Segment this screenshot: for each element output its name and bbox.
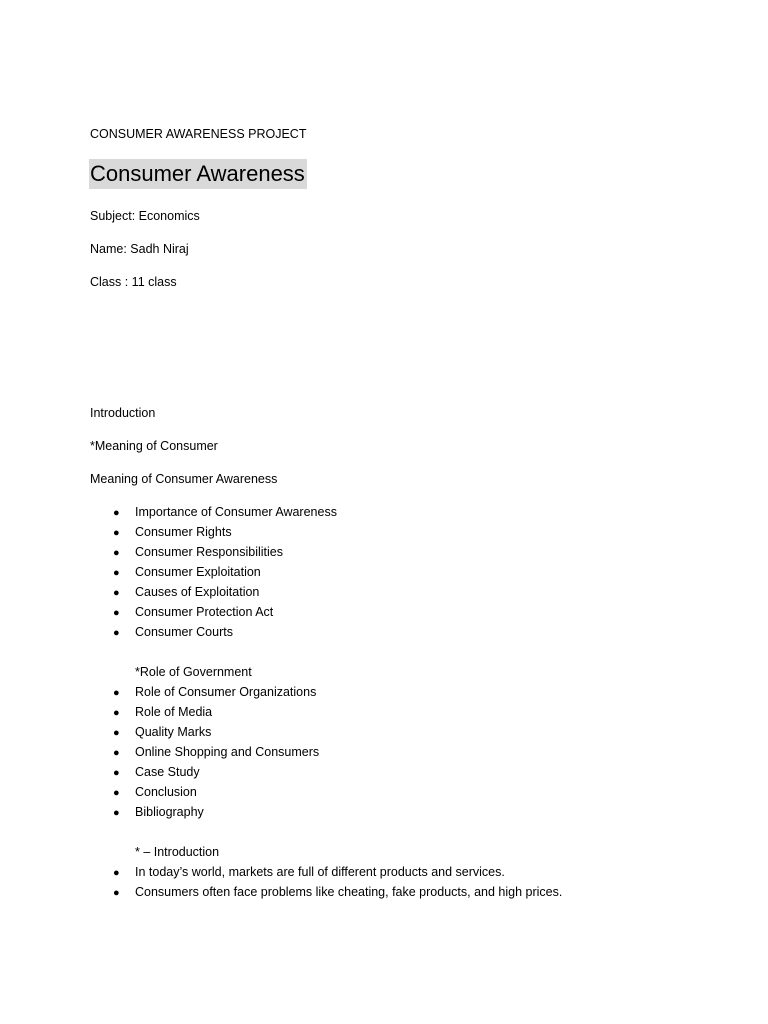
bullet-icon: ● (113, 547, 120, 559)
bullet-icon: ● (113, 527, 120, 539)
role-of-government: *Role of Government (135, 665, 252, 679)
list-item: ● Bibliography (113, 805, 204, 819)
bullet-icon: ● (113, 767, 120, 779)
list-item: ● Consumer Rights (113, 525, 232, 539)
bullet-icon: ● (113, 627, 120, 639)
list-item: ● Consumers often face problems like cheating, fake products, and high prices. (113, 885, 563, 899)
document-heading: Consumer Awareness (89, 159, 307, 189)
project-title: CONSUMER AWARENESS PROJECT (90, 127, 307, 141)
list-item: ● Causes of Exploitation (113, 585, 260, 599)
list-item: ● Importance of Consumer Awareness (113, 505, 337, 519)
bullet-icon: ● (113, 887, 120, 899)
bullet-icon: ● (113, 807, 120, 819)
list-item: ● Conclusion (113, 785, 197, 799)
list-item: ● Role of Media (113, 705, 213, 719)
introduction-subheading: * – Introduction (135, 845, 220, 859)
meaning-of-consumer-awareness: Meaning of Consumer Awareness (90, 472, 278, 486)
bullet-icon: ● (113, 707, 120, 719)
meaning-of-consumer: *Meaning of Consumer (90, 439, 218, 453)
list-item: ● Consumer Responsibilities (113, 545, 283, 559)
bullet-icon: ● (113, 607, 120, 619)
subject-line: Subject: Economics (90, 209, 200, 223)
bullet-icon: ● (113, 567, 120, 579)
bullet-icon: ● (113, 687, 120, 699)
list-item: ● Quality Marks (113, 725, 212, 739)
list-item: ● Consumer Exploitation (113, 565, 261, 579)
bullet-icon: ● (113, 787, 120, 799)
list-item: ● Online Shopping and Consumers (113, 745, 320, 759)
list-item: ● In today’s world, markets are full of different products and services. (113, 865, 505, 879)
introduction-label: Introduction (90, 406, 156, 420)
bullet-icon: ● (113, 727, 120, 739)
bullet-icon: ● (113, 587, 120, 599)
list-item: ● Case Study (113, 765, 200, 779)
list-item: ● Consumer Protection Act (113, 605, 274, 619)
bullet-icon: ● (113, 507, 120, 519)
list-item: ● Consumer Courts (113, 625, 233, 639)
bullet-icon: ● (113, 867, 120, 879)
list-item: ● Role of Consumer Organizations (113, 685, 317, 699)
name-line: Name: Sadh Niraj (90, 242, 189, 256)
bullet-icon: ● (113, 747, 120, 759)
class-line: Class : 11 class (90, 275, 177, 289)
